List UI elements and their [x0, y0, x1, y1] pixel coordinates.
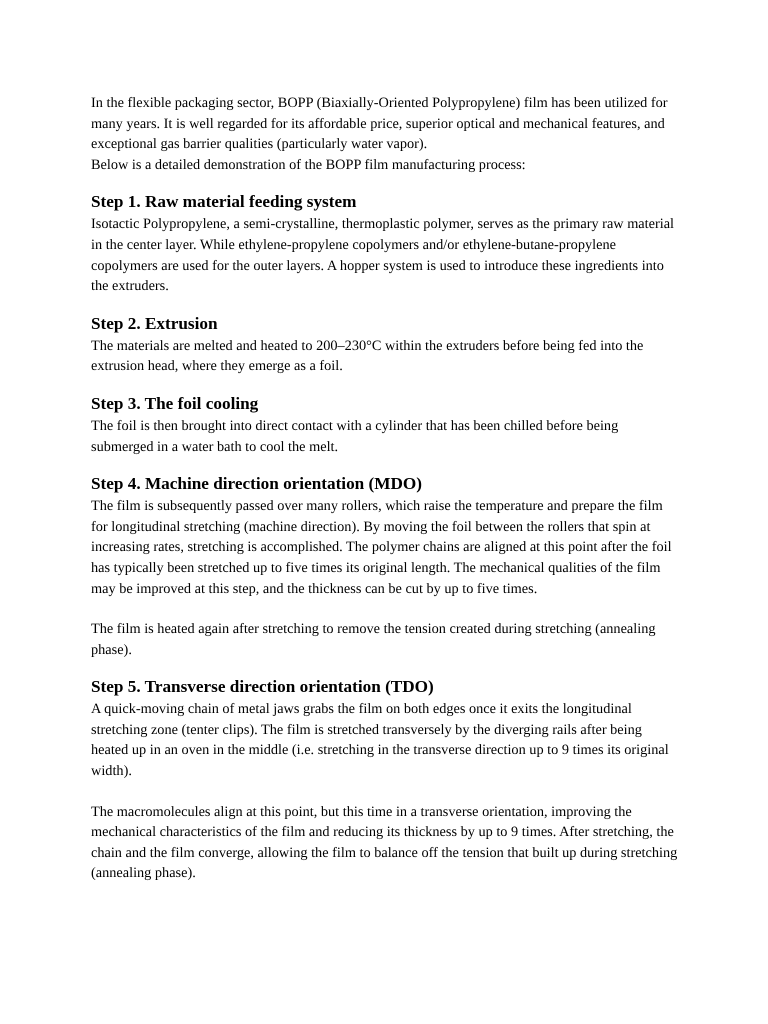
step-paragraph: Isotactic Polypropylene, a semi-crystalline, thermoplastic polymer, serves as the primary raw material in the center layer. While ethylene-propylene copolymers and/or ethylene-butane-propylene copolymers are used for the outer layers. A hopper system is used to introduce these ingredients into the extruders. [91, 216, 675, 295]
intro-paragraph: In the flexible packaging sector, BOPP (Biaxially-Oriented Polypropylene) film has been utilized for many years. It is well regarded for its affordable price, superior optical and mechanical features, and exceptional gas barrier qualities (particularly water vapor). [91, 95, 668, 153]
step-heading: Step 1. Raw material feeding system [91, 192, 357, 212]
step-paragraph: The foil is then brought into direct contact with a cylinder that has been chilled before being submerged in a water bath to cool the melt. [91, 417, 619, 455]
step-heading: Step 3. The foil cooling [91, 393, 259, 413]
step-heading: Step 2. Extrusion [91, 313, 218, 333]
step-1-section [91, 191, 681, 296]
step-4-section [91, 473, 681, 660]
step-paragraph: A quick-moving chain of metal jaws grabs the film on both edges once it exits the longitudinal stretching zone (tenter clips). The film is stretched transversely by the diverging rails after being heated up in an oven in the middle (i.e. stretching in the transverse direction up to 9 times its original width). [91, 701, 669, 780]
step-2-section [91, 313, 681, 377]
intro-paragraph: Below is a detailed demonstration of the BOPP film manufacturing process: [91, 156, 526, 173]
step-3-section [91, 393, 681, 457]
step-paragraph: The film is subsequently passed over many rollers, which raise the temperature and prepare the film for longitudinal stretching (machine direction). By moving the foil between the rollers that spin at increasing rates, stretching is accomplished. The polymer chains are aligned at this point after the foil has typically been stretched up to five times its original length. The mechanical qualities of the film may be improved at this step, and the thickness can be cut by up to five times. [91, 498, 672, 597]
document-page [91, 93, 681, 884]
step-paragraph: The film is heated again after stretching to remove the tension created during stretching (annealing phase). [91, 621, 656, 658]
step-heading: Step 4. Machine direction orientation (MDO) [91, 474, 422, 494]
step-5-section [91, 676, 681, 884]
intro [91, 93, 681, 175]
step-paragraph: The macromolecules align at this point, but this time in a transverse orientation, improving the mechanical characteristics of the film and reducing its thickness by up to 9 times. After stretching, the chain and the film converge, allowing the film to balance off the tension that built up during stretching (annealing phase). [91, 803, 678, 882]
step-heading: Step 5. Transverse direction orientation (TDO) [91, 677, 434, 697]
step-paragraph: The materials are melted and heated to 200–230°C within the extruders before being fed into the extrusion head, where they emerge as a foil. [91, 337, 644, 375]
